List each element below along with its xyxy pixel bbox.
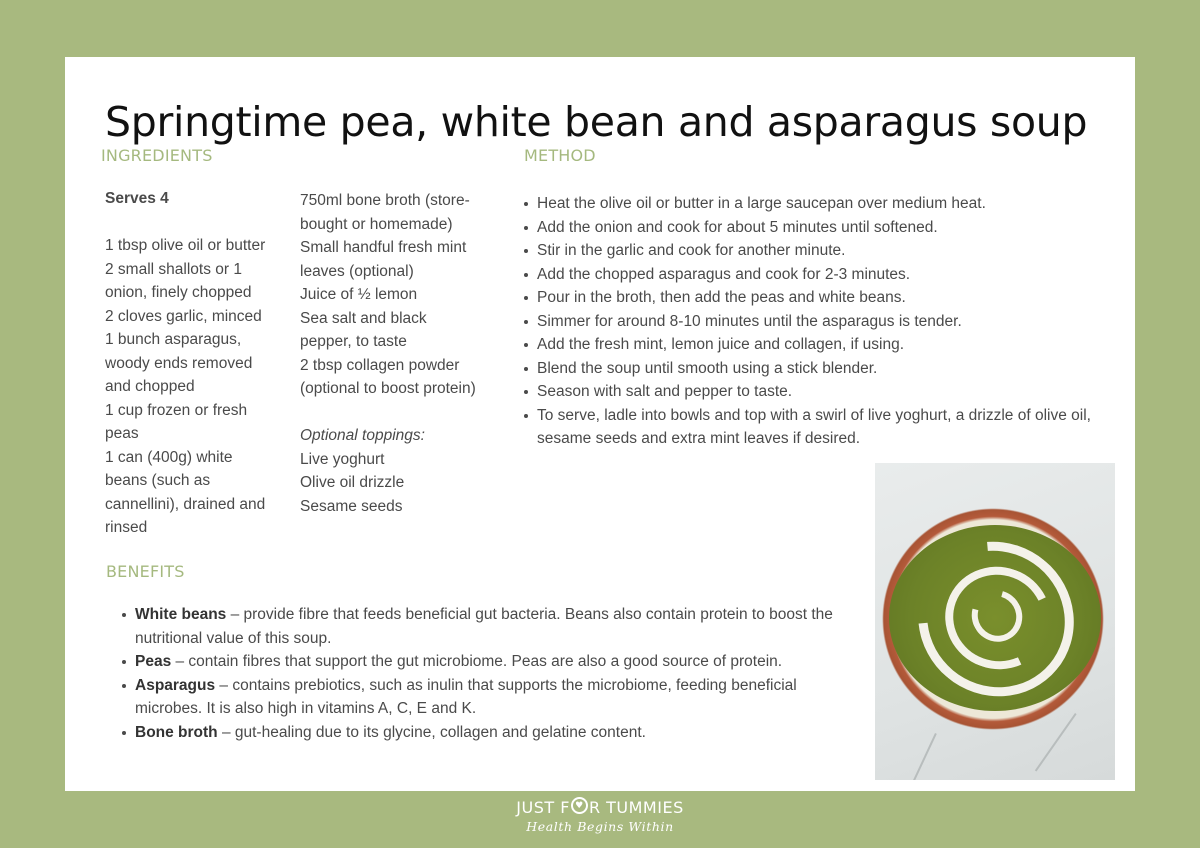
heart-icon	[571, 797, 588, 814]
benefits-heading: BENEFITS	[106, 562, 185, 581]
method-step: To serve, ladle into bowls and top with a swirl of live yoghurt, a drizzle of olive oil, sesame seeds and extra mint leaves if desired.	[521, 404, 1101, 451]
benefit-text: – provide fibre that feeds beneficial gut bacteria. Beans also contain protein to boost the nutritional value of this soup.	[135, 606, 833, 647]
method-step: Add the fresh mint, lemon juice and collagen, if using.	[521, 333, 1101, 357]
method-step: Add the chopped asparagus and cook for 2-3 minutes.	[521, 263, 1101, 287]
method-step: Simmer for around 8-10 minutes until the asparagus is tender.	[521, 310, 1101, 334]
ingredient-line: bought or homemade)	[300, 215, 453, 233]
soup-photo	[875, 463, 1115, 780]
benefit-text: – contains prebiotics, such as inulin that supports the microbiome, feeding beneficial microbes. It is also high in vitamins A, C, E and K.	[135, 676, 797, 717]
benefit-term: Peas	[135, 653, 172, 670]
toppings-heading: Optional toppings:	[300, 427, 425, 444]
topping-line: Live yoghurt	[300, 450, 385, 468]
method-step: Season with salt and pepper to taste.	[521, 380, 1101, 404]
ingredient-line: 750ml bone broth (store-	[300, 192, 470, 209]
ingredients-heading: INGREDIENTS	[101, 146, 213, 165]
ingredient-line: 1 cup frozen or fresh	[105, 401, 248, 419]
ingredient-line: woody ends removed	[105, 354, 253, 372]
ingredient-line: leaves (optional)	[300, 262, 414, 280]
topping-line: Sesame seeds	[300, 497, 403, 515]
method-step: Blend the soup until smooth using a stick blender.	[521, 357, 1101, 381]
method-steps	[521, 192, 1101, 451]
brand-logo: JUST F ♥ R TUMMIES	[0, 797, 1200, 819]
benefit-term: White beans	[135, 606, 227, 623]
ingredient-line: 2 tbsp collagen powder	[300, 356, 460, 374]
ingredient-line: (optional to boost protein)	[300, 380, 476, 397]
topping-line: Olive oil drizzle	[300, 474, 405, 491]
benefit-item	[119, 603, 859, 650]
soup-bowl	[875, 503, 1111, 735]
method-step: Pour in the broth, then add the peas and white beans.	[521, 286, 1101, 310]
method-heading: METHOD	[524, 146, 596, 165]
ingredient-line: 1 bunch asparagus,	[105, 331, 242, 348]
benefit-text: – gut-healing due to its glycine, collagen and gelatine content.	[217, 723, 646, 741]
benefit-item	[119, 674, 859, 721]
ingredient-line: cannellini), drained and	[105, 495, 266, 513]
benefit-item	[119, 650, 859, 674]
ingredient-line: pepper, to taste	[300, 333, 407, 350]
ingredient-line: Juice of ½ lemon	[300, 286, 418, 303]
ingredient-line: peas	[105, 425, 139, 442]
method-step: Add the onion and cook for about 5 minutes until softened.	[521, 216, 1101, 240]
brand-tagline: Health Begins Within	[526, 819, 674, 834]
ingredient-line: rinsed	[105, 519, 148, 536]
method-step: Stir in the garlic and cook for another minute.	[521, 239, 1101, 263]
ingredients-column-1	[105, 187, 295, 540]
ingredient-line: Small handful fresh mint	[300, 239, 467, 256]
ingredient-line: onion, finely chopped	[105, 284, 252, 301]
benefit-item	[119, 721, 859, 745]
ingredient-line: beans (such as	[105, 472, 211, 489]
ingredient-line: 2 cloves garlic, minced	[105, 307, 262, 325]
ingredient-line: 2 small shallots or 1	[105, 260, 242, 278]
brand-footer	[0, 797, 1200, 835]
benefit-text: – contain fibres that support the gut microbiome. Peas are also a good source of protein.	[171, 653, 783, 670]
recipe-card	[65, 57, 1135, 791]
serves-label: Serves 4	[105, 190, 169, 207]
benefits-list	[119, 603, 859, 744]
page-title: Springtime pea, white bean and asparagus soup	[105, 98, 1088, 147]
benefit-term: Bone broth	[135, 723, 218, 741]
benefit-term: Asparagus	[135, 676, 216, 694]
ingredient-line: and chopped	[105, 378, 195, 395]
soup	[889, 525, 1101, 711]
ingredient-line: 1 can (400g) white	[105, 448, 233, 466]
ingredients-column-2	[300, 189, 500, 518]
ingredient-line: Sea salt and black	[300, 309, 427, 327]
ingredient-line: 1 tbsp olive oil or butter	[105, 237, 266, 254]
method-step: Heat the olive oil or butter in a large saucepan over medium heat.	[521, 192, 1101, 216]
